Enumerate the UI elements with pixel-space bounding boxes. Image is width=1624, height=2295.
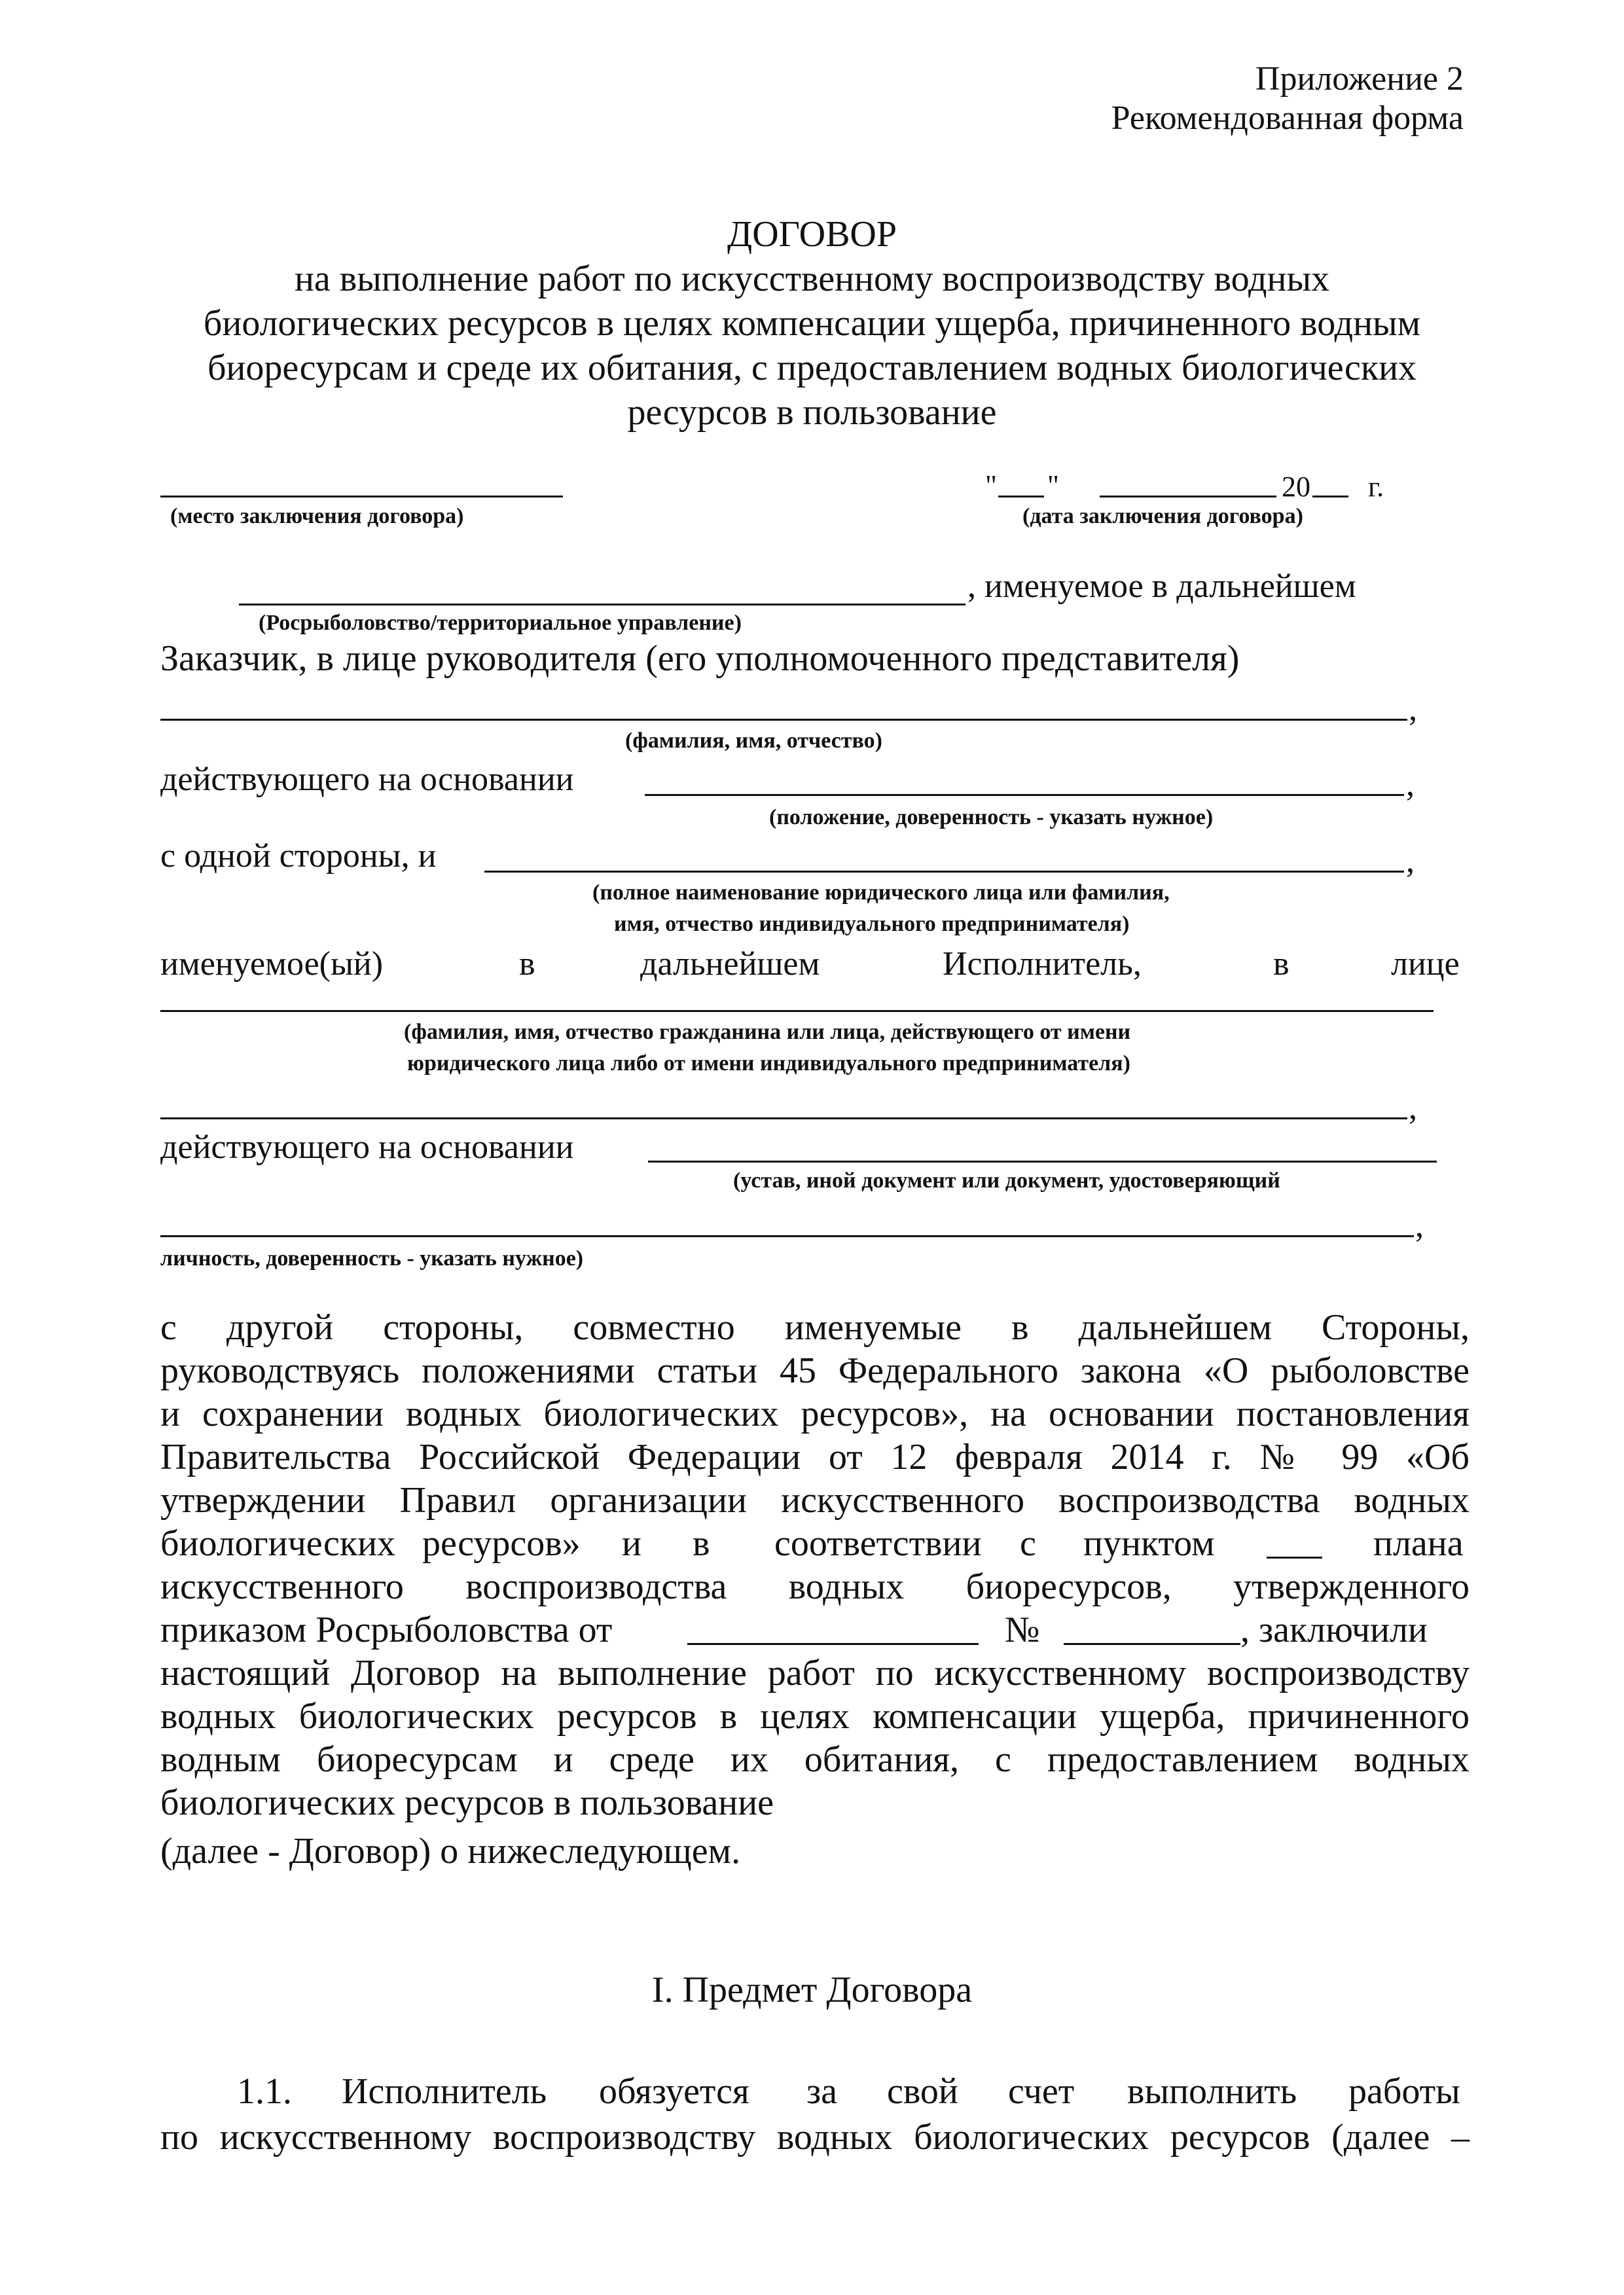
subtitle-line-4: ресурсов в пользование <box>627 392 997 433</box>
executor-person-blank[interactable] <box>160 1010 1434 1012</box>
doc-caption-1: (устав, иной документ или документ, удостоверяющий <box>733 1168 1280 1193</box>
preamble-line-7: искусственного воспроизводства водных биоресурсов, утвержденного <box>160 1566 1470 1607</box>
customer-fio-blank[interactable] <box>160 719 1407 721</box>
named-word-5: в <box>1273 945 1290 983</box>
named-word-3: дальнейшем <box>640 945 820 983</box>
executor-caption-2: имя, отчество индивидуального предпринимателя) <box>614 912 1130 936</box>
date-open-quote: " <box>985 469 997 501</box>
executor-name-blank[interactable] <box>484 871 1404 873</box>
preamble-line-11: водным биоресурсам и среде их обитания, с предоставлением водных <box>160 1739 1470 1780</box>
p1-w3: обязуется <box>599 2071 749 2112</box>
comma-3: , <box>1406 842 1415 880</box>
appendix-label: Приложение 2 <box>1255 60 1464 98</box>
preamble-line-13: (далее - Договор) о нижеследующем. <box>160 1831 741 1871</box>
preamble-6-w3: и <box>622 1523 641 1564</box>
document-title: ДОГОВОР <box>727 214 897 255</box>
customer-org-blank[interactable] <box>239 604 965 605</box>
comma-4: , <box>1409 1089 1417 1127</box>
person-caption-2: юридического лица либо от имени индивидуального предпринимателя) <box>407 1051 1130 1075</box>
preamble-line-2: руководствуясь положениями статьи 45 Федерального закона «О рыболовстве <box>160 1350 1470 1391</box>
preamble-line-10: водных биологических ресурсов в целях компенсации ущерба, причиненного <box>160 1696 1470 1737</box>
preamble-line-4: Правительства Российской Федерации от 12 февраля 2014 г. № 99 «Об <box>160 1437 1470 1477</box>
date-caption: (дата заключения договора) <box>1022 504 1303 528</box>
acting-basis-label-2: действующего на основании <box>160 1129 574 1166</box>
executor-caption-1: (полное наименование юридического лица или фамилия, <box>592 880 1170 905</box>
named-word-6: лице <box>1391 945 1460 983</box>
named-word-4: Исполнитель, <box>943 945 1142 983</box>
p1-w8: работы <box>1348 2071 1460 2112</box>
executor-person-blank-2[interactable] <box>160 1117 1407 1119</box>
p1-line-2: по искусственному воспроизводству водных биологических ресурсов (далее – <box>160 2117 1470 2158</box>
preamble-8-no: № <box>1005 1610 1040 1650</box>
preamble-line-3: и сохранении водных биологических ресурсов», на основании постановления <box>160 1394 1470 1434</box>
named-word-1: именуемое(ый) <box>160 945 384 983</box>
comma-5: , <box>1415 1207 1424 1244</box>
preamble-6-w1: биологических <box>160 1523 396 1564</box>
year-prefix: 20 <box>1282 471 1310 503</box>
preamble-6-w5: соответствии <box>774 1523 982 1564</box>
preamble-6-w2: ресурсов» <box>422 1523 581 1564</box>
customer-line: Заказчик, в лице руководителя (его уполномоченного представителя) <box>160 638 1240 679</box>
preamble-6-w8: плана <box>1373 1523 1464 1564</box>
executor-basis-blank-2[interactable] <box>160 1235 1414 1237</box>
p1-w5: свой <box>887 2071 958 2112</box>
date-close-quote: " <box>1047 469 1059 501</box>
plan-item-blank[interactable] <box>1267 1557 1322 1559</box>
month-blank[interactable] <box>1100 496 1276 497</box>
p1-w7: выполнить <box>1127 2071 1297 2112</box>
comma-1: , <box>1409 691 1417 728</box>
fio-caption: (фамилия, имя, отчество) <box>625 729 882 753</box>
customer-caption: (Росрыболовство/территориальное управление) <box>259 611 742 635</box>
section-1-heading: I. Предмет Договора <box>651 1970 973 2010</box>
person-caption-1: (фамилия, имя, отчество гражданина или лица, действующего от имени <box>404 1020 1131 1044</box>
subtitle-line-2: биологических ресурсов в целях компенсации ущерба, причиненного водным <box>203 303 1421 344</box>
acting-basis-label: действующего на основании <box>160 761 574 798</box>
p1-w2: Исполнитель <box>342 2071 547 2112</box>
subtitle-line-3: биоресурсам и среде их обитания, с предоставлением водных биологических <box>207 348 1417 388</box>
customer-named-text: , именуемое в дальнейшем <box>967 568 1356 605</box>
preamble-6-w7: пунктом <box>1083 1523 1215 1564</box>
comma-2: , <box>1406 766 1415 803</box>
doc-caption-2: личность, доверенность - указать нужное) <box>160 1246 584 1271</box>
year-suffix: г. <box>1368 471 1384 503</box>
executor-basis-blank[interactable] <box>648 1161 1437 1163</box>
day-blank[interactable] <box>998 496 1044 497</box>
preamble-8-start: приказом Росрыболовства от <box>160 1610 613 1650</box>
preamble-line-12: биологических ресурсов в пользование <box>160 1782 774 1823</box>
preamble-line-9: настоящий Договор на выполнение работ по искусственному воспроизводству <box>160 1653 1470 1693</box>
p1-w6: счет <box>1008 2071 1075 2112</box>
year-blank[interactable] <box>1312 496 1348 497</box>
basis-caption: (положение, доверенность - указать нужное) <box>769 805 1214 829</box>
preamble-line-1: с другой стороны, совместно именуемые в дальнейшем Стороны, <box>160 1307 1470 1348</box>
place-caption: (место заключения договора) <box>170 504 464 528</box>
subtitle-line-1: на выполнение работ по искусственному воспроизводству водных <box>294 259 1330 299</box>
order-date-blank[interactable] <box>687 1643 979 1645</box>
preamble-6-w4: в <box>693 1523 710 1564</box>
named-word-2: в <box>519 945 535 983</box>
one-side-label: с одной стороны, и <box>160 837 437 875</box>
p1-w4: за <box>806 2071 837 2112</box>
order-number-blank[interactable] <box>1064 1643 1240 1645</box>
form-type-label: Рекомендованная форма <box>1111 99 1464 137</box>
p1-w1: 1.1. <box>237 2071 292 2112</box>
customer-basis-blank[interactable] <box>645 794 1404 796</box>
preamble-8-end: , заключили <box>1240 1610 1428 1650</box>
preamble-line-5: утверждении Правил организации искусственного воспроизводства водных <box>160 1480 1470 1521</box>
preamble-6-w6: с <box>1020 1523 1036 1564</box>
place-blank[interactable] <box>160 496 563 497</box>
